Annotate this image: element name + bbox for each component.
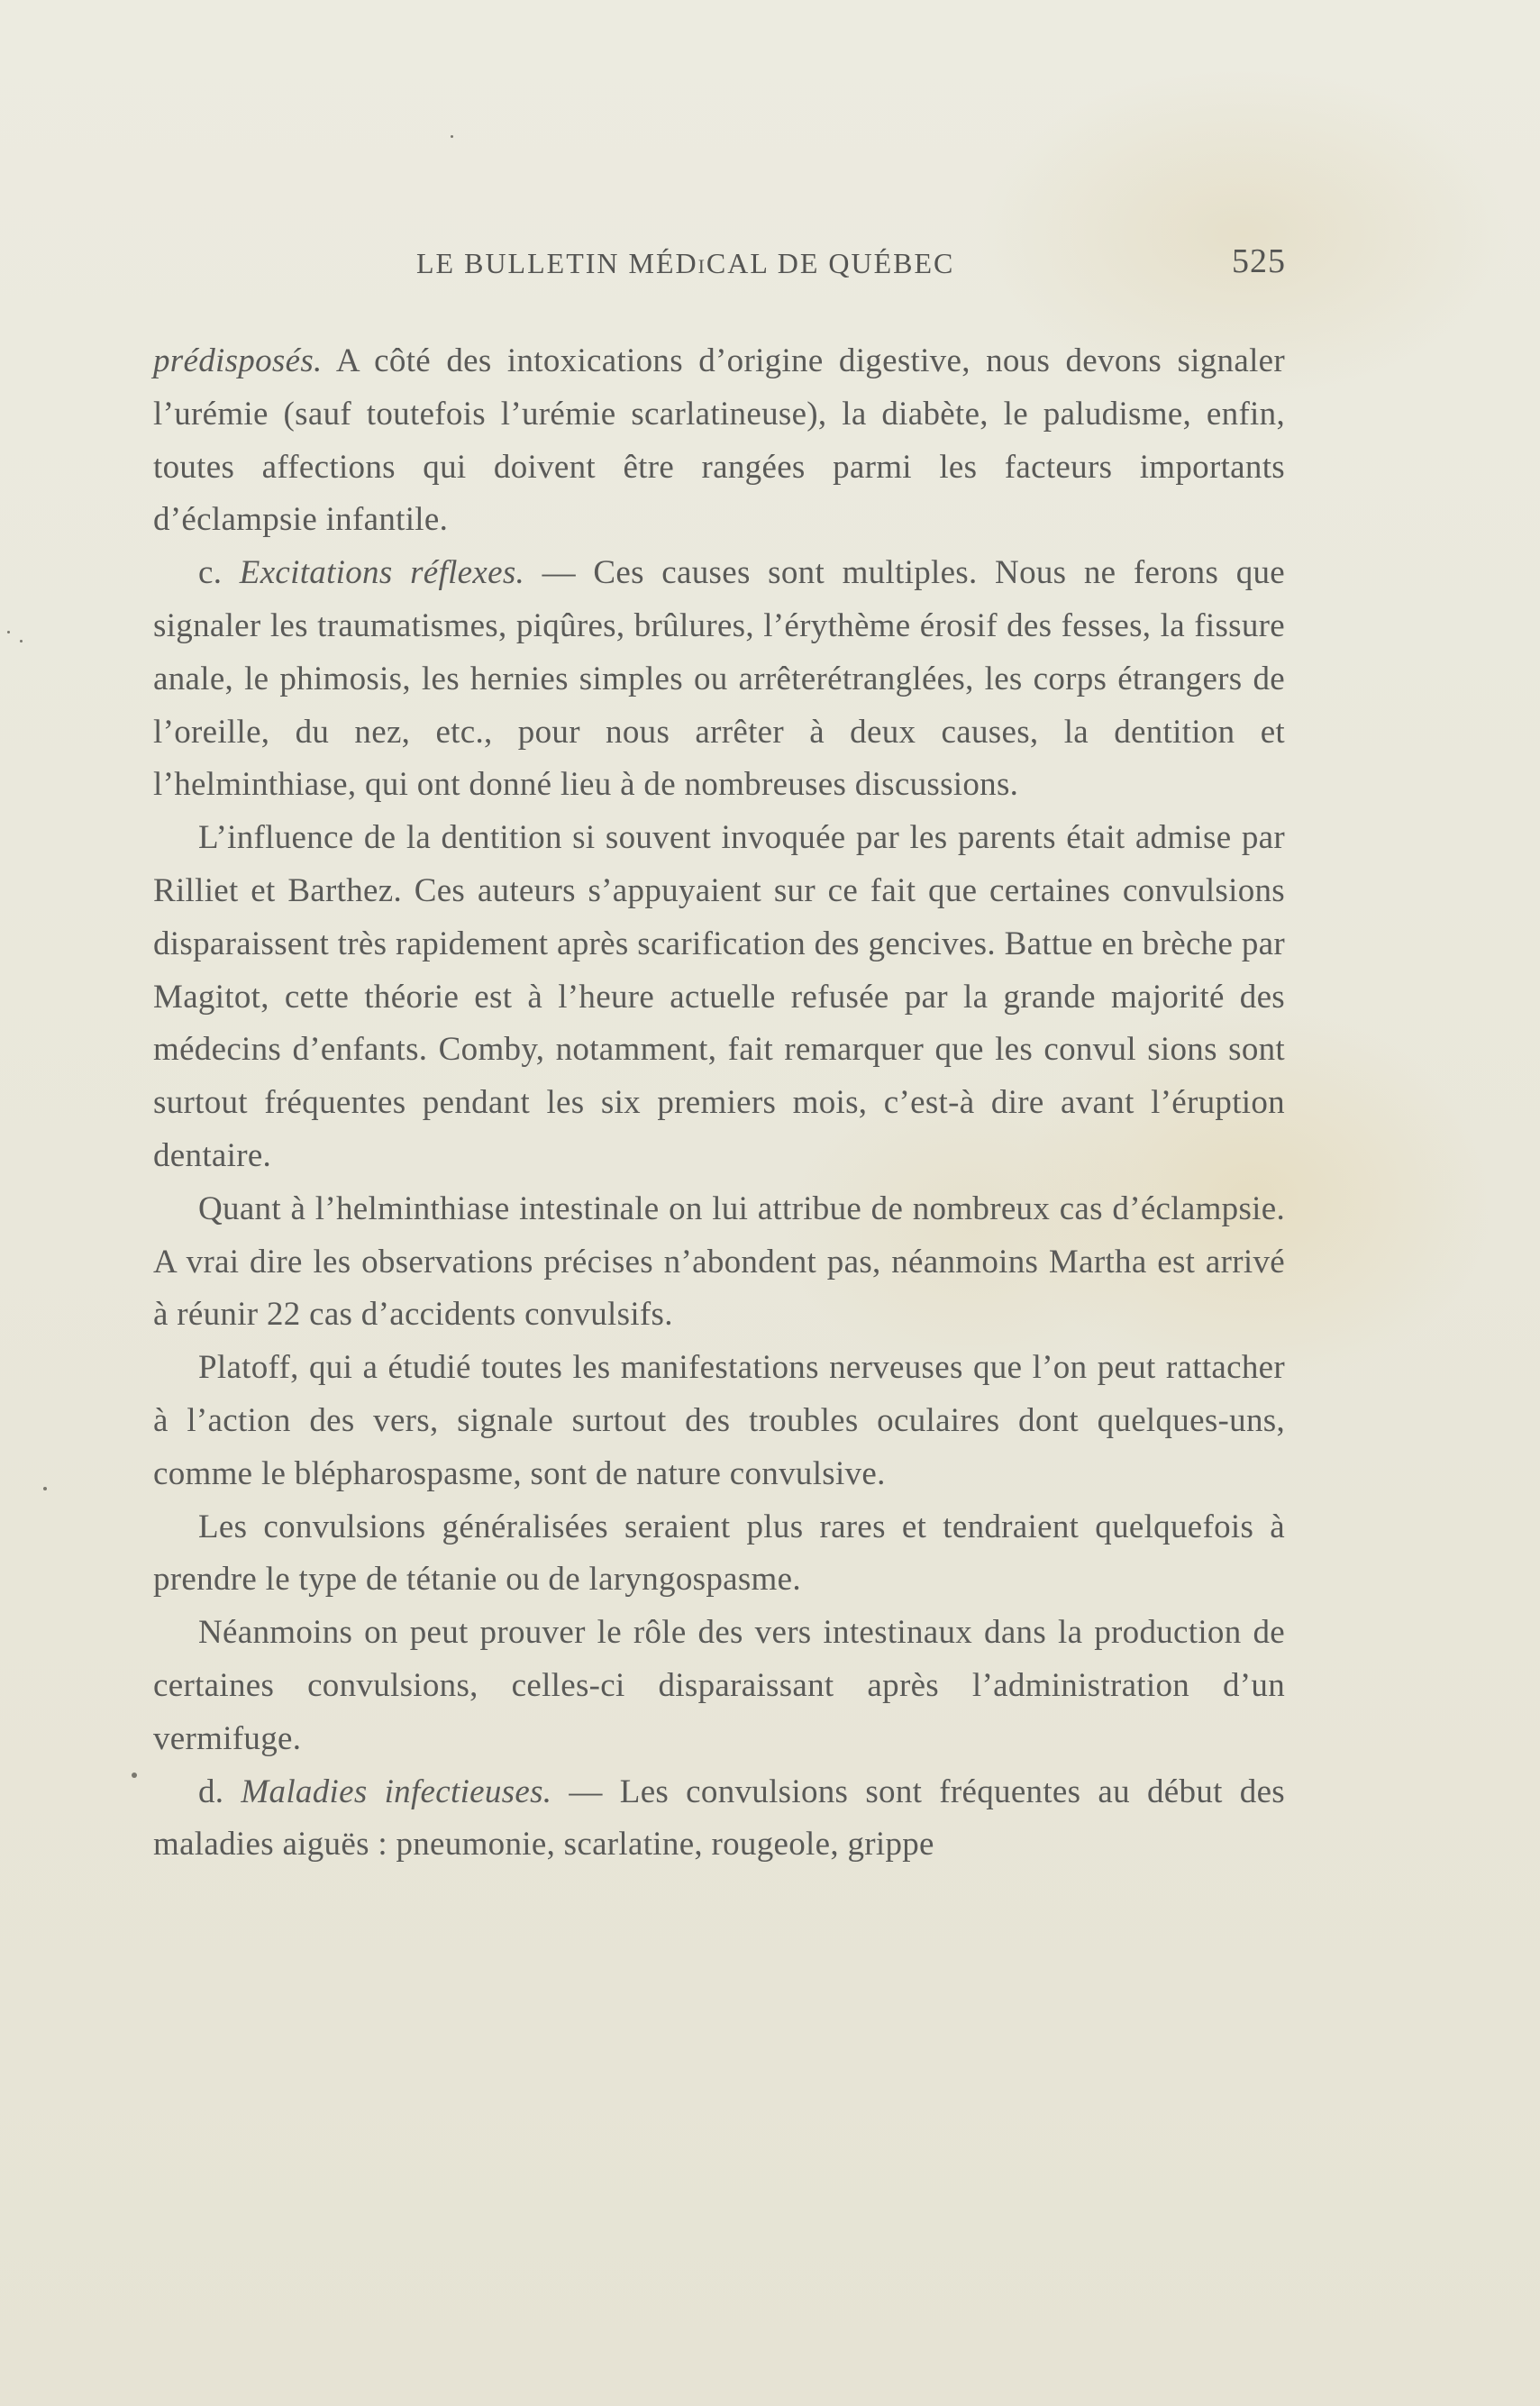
- text-run: d.: [198, 1773, 241, 1810]
- paper-speck: [132, 1773, 137, 1778]
- text-run: A côté des intoxications d’origine digestive, nous devons signaler l’urémie (sauf toutefois l’urémie scarlatineuse), la diabète, le paludisme, enfin, toutes affections qui doivent être rangées parmi les facteurs importants d’éclampsie infantile.: [153, 342, 1285, 539]
- text-run: — Les convulsions sont fréquentes au début des maladies aiguës : pneumonie, scarlatine, rougeole, grippe: [153, 1773, 1285, 1864]
- paragraph: [153, 1183, 1285, 1342]
- page-number: 525: [1232, 242, 1286, 280]
- paper-speck: [20, 640, 23, 643]
- text-run: Les convulsions généralisées seraient plus rares et tendraient quelquefois à prendre le type de tétanie ou de laryngospasme.: [153, 1508, 1285, 1599]
- paragraph: [153, 1766, 1285, 1873]
- italic-run: Maladies infectieuses.: [241, 1773, 552, 1810]
- paper-speck: [7, 631, 10, 633]
- paragraph: [153, 1342, 1285, 1500]
- text-run: L’influence de la dentition si souvent invoquée par les parents était admise par Rilliet et Barthez. Ces auteurs s’appuyaient sur ce fait que certaines convulsions disparaissent très rapidement après scarification des gencives. Battue en brèche par Magitot, cette théorie est à l’heure actuelle refusée par la grande majorité des médecins d’enfants. Comby, notamment, fait remarquer que les convul sions sont surtout fréquentes pendant les six premiers mois, c’est-à dire avant l’éruption dentaire.: [153, 819, 1285, 1174]
- body-text: [153, 335, 1285, 1872]
- paper-speck: [43, 1487, 47, 1490]
- text-run: c.: [198, 554, 240, 592]
- italic-run: Excitations réflexes.: [239, 554, 525, 592]
- text-run: Néanmoins on peut prouver le rôle des vers intestinaux dans la production de certaines convulsions, celles-ci disparaissant après l’administration d’un vermifuge.: [153, 1614, 1285, 1757]
- text-run: Platoff, qui a étudié toutes les manifestations nerveuses que l’on peut rattacher à l’action des vers, signale surtout des troubles oculaires dont quelques-uns, comme le blépharospasme, sont de nature convulsive.: [153, 1349, 1285, 1492]
- paper-speck: [451, 135, 453, 138]
- paragraph: [153, 547, 1285, 812]
- page-header: [416, 242, 1286, 287]
- paragraph: [153, 335, 1285, 547]
- running-title: LE BULLETIN MÉDiCAL DE QUÉBEC: [416, 247, 955, 279]
- text-run: Quant à l’helminthiase intestinale on lui attribue de nombreux cas d’éclampsie. A vrai dire les observations précises n’abondent pas, néanmoins Martha est arrivé à réunir 22 cas d’accidents convulsifs.: [153, 1189, 1285, 1334]
- paragraph: [153, 812, 1285, 1183]
- italic-run: prédisposés.: [153, 342, 323, 379]
- paragraph: [153, 1607, 1285, 1765]
- text-run: — Ces causes sont multiples. Nous ne ferons que signaler les traumatismes, piqûres, brûlures, l’érythème érosif des fesses, la fissure anale, le phimosis, les hernies simples ou arrêterétranglées, les corps étrangers de l’oreille, du nez, etc., pour nous arrêter à deux causes, la dentition et l’helminthiase, qui ont donné lieu à de nombreuses discussions.: [153, 554, 1286, 804]
- paragraph: [153, 1501, 1285, 1608]
